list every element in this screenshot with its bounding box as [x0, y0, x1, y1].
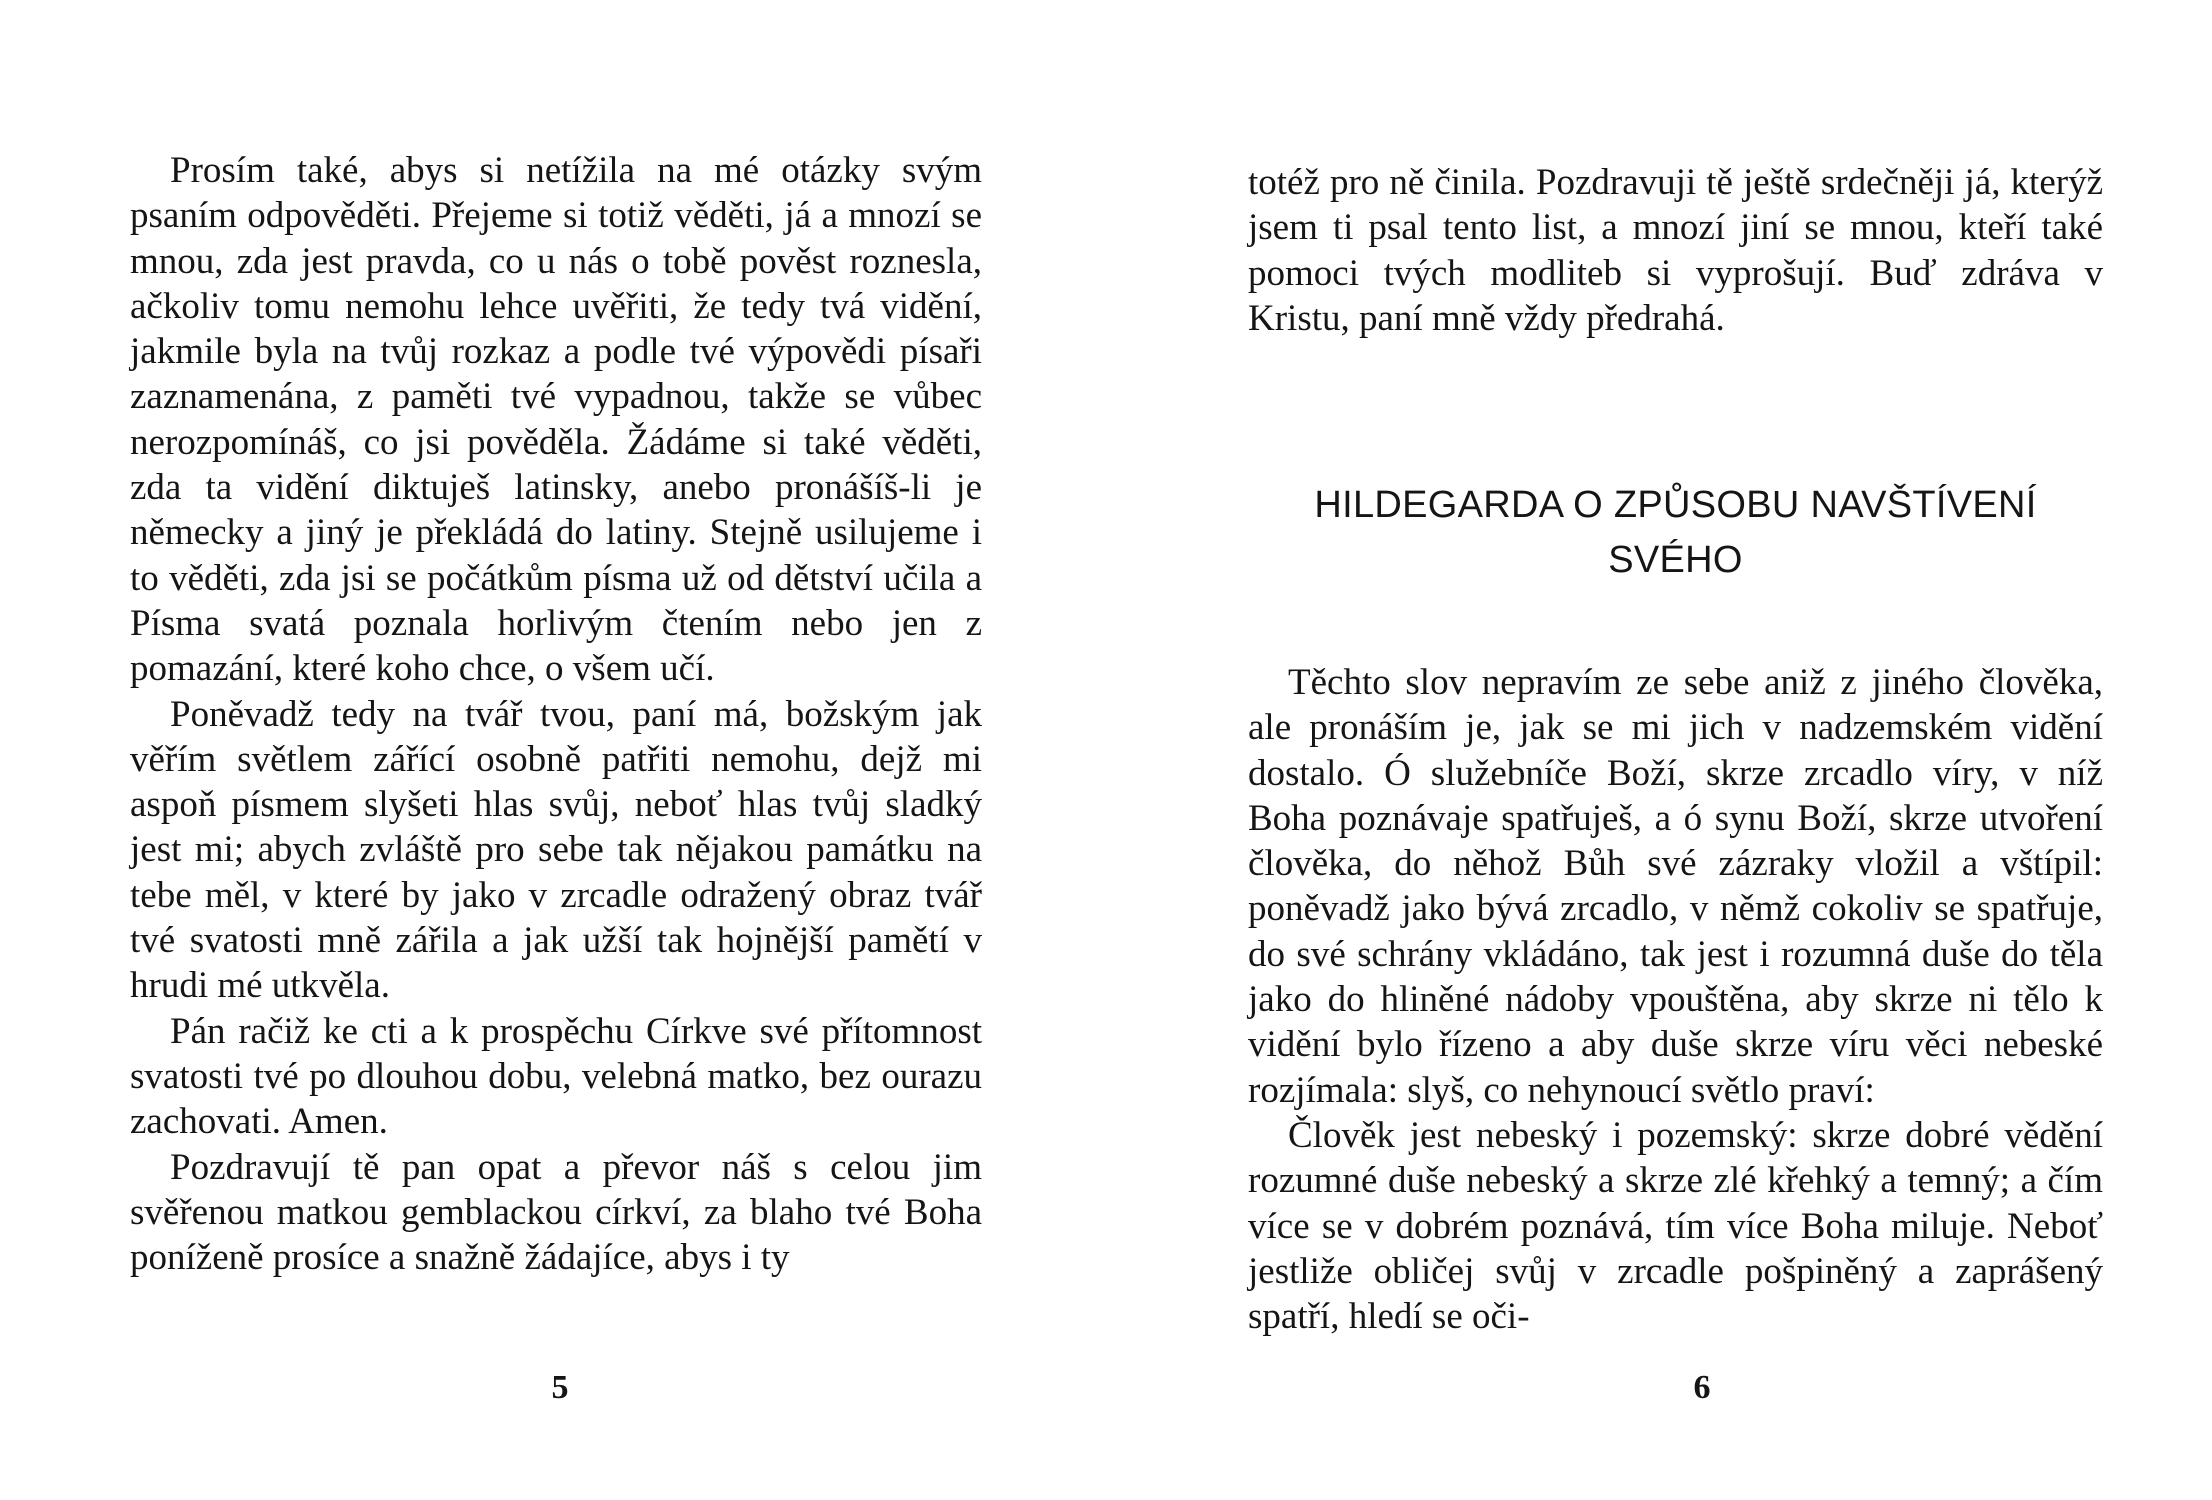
- right-page-continued: [1248, 160, 2103, 341]
- chapter-heading: [1248, 478, 2103, 588]
- left-paragraph-3: Pán račiž ke cti a k prospěchu Církve své přítomnost svatosti tvé po dlouhou dobu, velebná matko, bez ourazu zachovati. Amen.: [130, 1010, 982, 1143]
- chapter-heading-line-1: HILDEGARDA O ZPŮSOBU NAVŠTÍVENÍ: [1314, 484, 2037, 526]
- left-paragraph-4: Pozdravují tě pan opat a převor náš s celou jim svěřenou matkou gemblackou církví, za blaho tvé Boha poníženě prosíce a snažně žádajíce, abys i ty: [130, 1146, 982, 1279]
- left-paragraph-1: Prosím také, abys si netížila na mé otázky svým psaním odpověděti. Přejeme si totiž věděti, já a mnozí se mnou, zda jest pravda, co u nás o tobě pověst roznesla, ačkoliv tomu nemohu lehce uvěřiti, že tedy tvá vidění, jakmile byla na tvůj rozkaz a podle tvé výpovědi písaři zaznamenána, z paměti tvé vypadnou, takže se vůbec nerozpomínáš, co jsi pověděla. Žádáme si také věděti, zda ta vidění diktuješ latinsky, anebo pronášíš-li je německy a jiný je překládá do latiny. Stejně usilujeme i to věděti, zda jsi se počátkům písma už od dětství učila a Písma svatá poznala horlivým čtením nebo jen z pomazání, které koho chce, o všem učí.: [130, 150, 982, 690]
- page-number-right: 6: [1693, 1369, 1711, 1406]
- chapter-heading-line-2: SVÉHO: [1608, 539, 1743, 581]
- right-continued-paragraph: totéž pro ně činila. Pozdravuji tě ještě srdečněji já, kterýž jsem ti psal tento list, a mnozí jiní se mnou, kteří také pomoci tvých modliteb si vyprošují. Buď zdráva v Kristu, paní mně vždy předrahá.: [1248, 162, 2103, 339]
- right-paragraph-1: Těchto slov nepravím ze sebe aniž z jiného člověka, ale pronáším je, jak se mi jich v nadzemském vidění dostalo. Ó služebníče Boží, skrze zrcadlo víry, v níž Boha poznávaje spatřuješ, a ó synu Boží, skrze utvoření člověka, do něhož Bůh své zázraky vložil a vštípil: poněvadž jako bývá zrcadlo, v němž cokoliv se spatřuje, do své schrány vkládáno, tak jest i rozumná duše do těla jako do hliněné nádoby vpouštěna, aby skrze ni tělo k vidění bylo řízeno a aby duše skrze víru věci nebeské rozjímala: slyš, co nehynoucí světlo praví:: [1248, 662, 2103, 1111]
- left-paragraph-2: Poněvadž tedy na tvář tvou, paní má, božským jak věřím světlem zářící osobně patřiti nemohu, dejž mi aspoň písmem slyšeti hlas svůj, neboť hlas tvůj sladký jest mi; abych zvláště pro sebe tak nějakou památku na tebe měl, v které by jako v zrcadle odražený obraz tvář tvé svatosti mně zářila a jak užší tak hojnější pamětí v hrudi mé utkvěla.: [130, 693, 982, 1007]
- page-number-left: 5: [551, 1369, 569, 1406]
- right-paragraph-2: Člověk jest nebeský i pozemský: skrze dobré vědění rozumné duše nebeský a skrze zlé křehký a temný; a čím více se v dobrém poznává, tím více Boha miluje. Neboť jestliže obličej svůj v zrcadle pošpiněný a zaprášený spatří, hledí se oči-: [1248, 1114, 2103, 1338]
- right-page: [1106, 0, 2212, 1500]
- left-page-body: [130, 148, 982, 1280]
- right-page-body: [1248, 660, 2103, 1339]
